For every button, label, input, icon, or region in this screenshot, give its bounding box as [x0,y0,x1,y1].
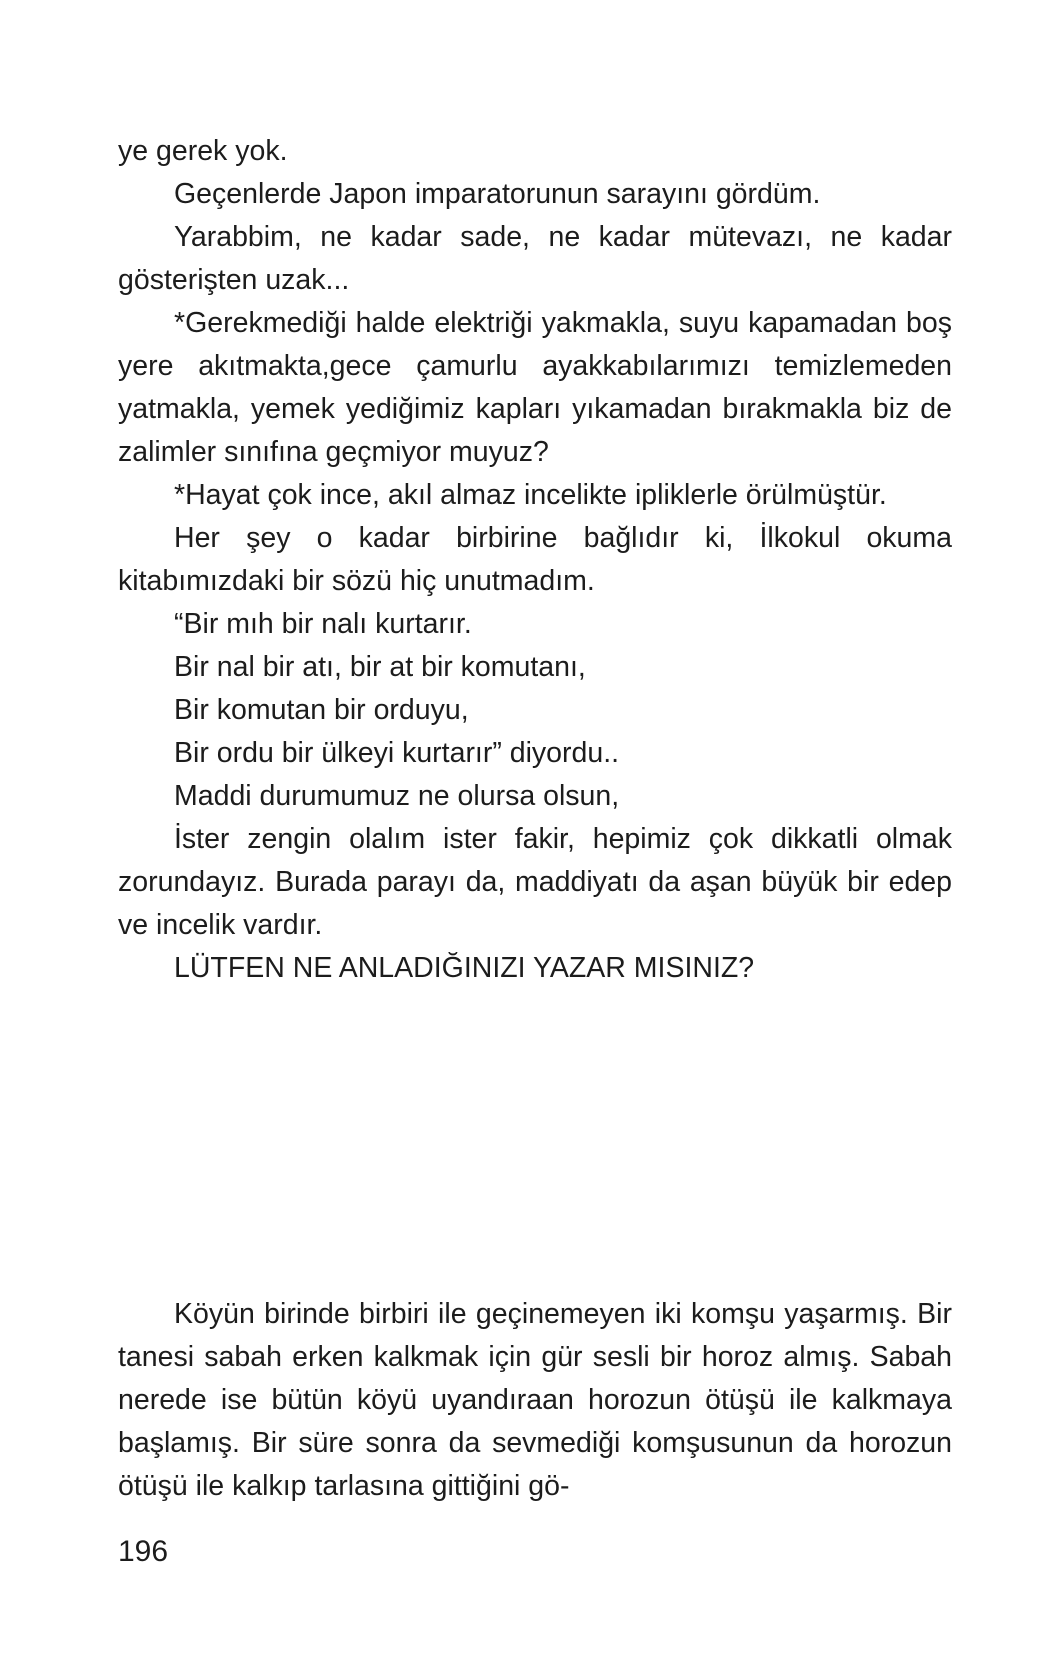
quote-line: “Bir mıh bir nalı kurtarır. [174,608,472,640]
paragraph: İster zengin olalım ister fakir, hepimiz çok dikkatli olmak zorundayız. Burada parayı da, maddiyatı da aşan büyük bir edep ve incelik vardır. [118,823,952,941]
paragraph: Her şey o kadar birbirine bağlıdır ki, İlkokul okuma kitabımızdaki bir sözü hiç unutmadım. [118,522,952,597]
paragraph: Geçenlerde Japon imparatorunun sarayını gördüm. [174,178,821,210]
paragraph-continuation: ye gerek yok. [118,135,288,167]
paragraph: Maddi durumumuz ne olursa olsun, [174,780,620,812]
paragraph: Yarabbim, ne kadar sade, ne kadar mütevazı, ne kadar gösterişten uzak... [118,221,952,296]
paragraph: *Gerekmediği halde elektriği yakmakla, suyu kapamadan boş yere akıtmakta,gece çamurlu ayakkabılarımızı temizlemeden yatmakla, yemek yediğimiz kapları yıkamadan bırakmakla biz de zalimler sınıfına geçmiyor muyuz? [118,307,952,468]
quote-line: Bir komutan bir orduyu, [174,694,469,726]
text-block-lower [118,1293,952,1508]
question-line: LÜTFEN NE ANLADIĞINIZI YAZAR MISINIZ? [174,952,755,984]
text-block-upper [118,130,952,990]
quote-line: Bir nal bir atı, bir at bir komutanı, [174,651,586,683]
page-number: 196 [118,1535,169,1568]
paragraph: *Hayat çok ince, akıl almaz incelikte ipliklerle örülmüştür. [174,479,887,511]
quote-line: Bir ordu bir ülkeyi kurtarır” diyordu.. [174,737,620,769]
paragraph: Köyün birinde birbiri ile geçinemeyen iki komşu yaşarmış. Bir tanesi sabah erken kalkmak için gür sesli bir horoz almış. Sabah nerede ise bütün köyü uyandıraan horozun ötüşü ile kalkmaya başlamış. Bir süre sonra da sevmediği komşusunun da horozun ötüşü ile kalkıp tarlasına gittiğini gö- [118,1298,952,1502]
